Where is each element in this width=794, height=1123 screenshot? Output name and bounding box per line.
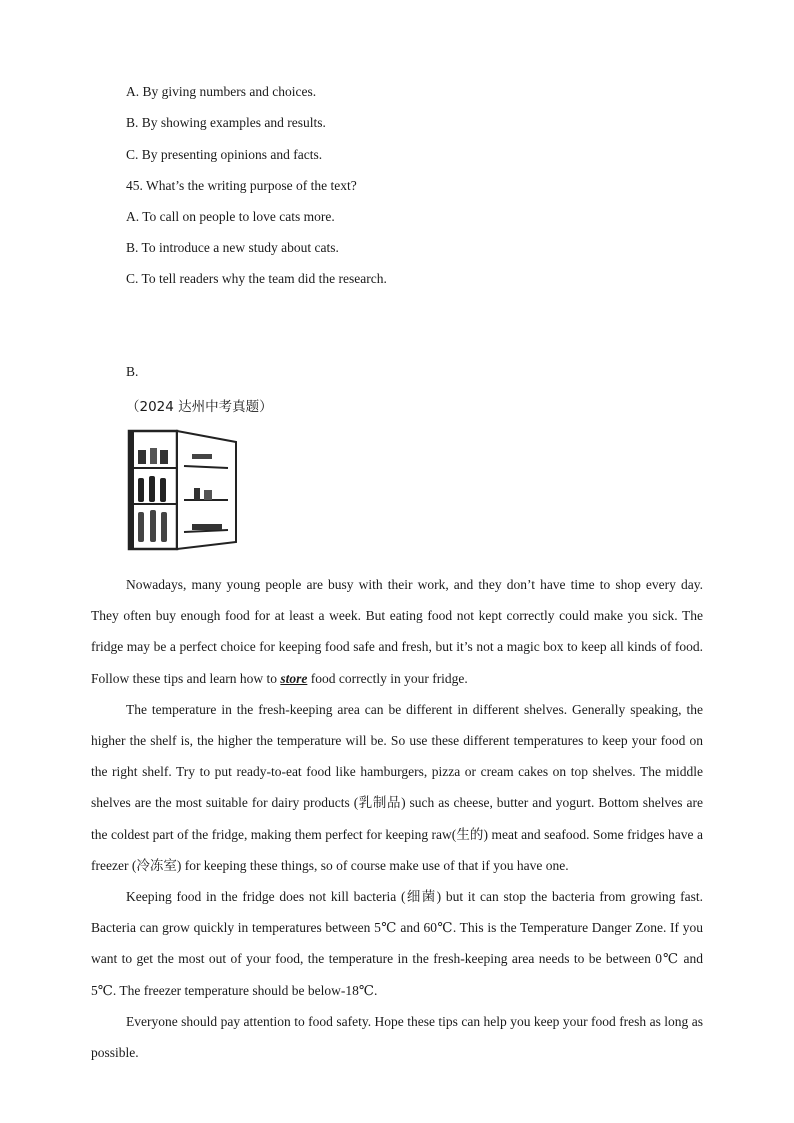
q44-option-c: C. By presenting opinions and facts.	[126, 147, 323, 162]
q45-question: 45. What’s the writing purpose of the text?	[126, 178, 357, 193]
section-label: B.	[126, 364, 139, 379]
article-text	[91, 569, 703, 1068]
paragraph-2: The temperature in the fresh-keeping area can be different in different shelves. Generally speaking, the higher the shelf is, the higher the temperature will be. So use these different temperatures to keep your food on the right shelf. Try to put ready-to-eat food like hamburgers, pizza or cream cakes on top shelves. The middle shelves are the most suitable for dairy products (乳制品) such as cheese, butter and yogurt. Bottom shelves are the coldest part of the fridge, making them perfect for keeping raw(生的) meat and seafood. Some fridges have a freezer (冷冻室) for keeping these things, so of course make use of that if you have one.	[91, 701, 703, 873]
source-note: （2024 达州中考真题）	[126, 399, 273, 415]
paragraph-3: Keeping food in the fridge does not kill bacteria (细菌) but it can stop the bacteria from growing fast. Bacteria can grow quickly in temperatures between 5℃ and 60℃. This is the Temperature Danger Zone. If you want to get the most out of your food, the temperature in the fresh-keeping area needs to be between 0℃ and 5℃. The freezer temperature should be below-18℃.	[91, 889, 703, 998]
q44-option-a: A. By giving numbers and choices.	[126, 84, 317, 99]
q44-option-b: B. By showing examples and results.	[126, 115, 326, 130]
fridge-illustration	[126, 428, 238, 552]
q45-option-b: B. To introduce a new study about cats.	[126, 240, 339, 255]
paragraph-1: Nowadays, many young people are busy with their work, and they don’t have time to shop every day. They often buy enough food for at least a week. But eating food not kept correctly could make you sick. The fridge may be a perfect choice for keeping food safe and fresh, but it’s not a magic box to keep all kinds of food. Follow these tips and learn how to store food correctly in your fridge.	[91, 577, 703, 686]
q45-option-c: C. To tell readers why the team did the research.	[126, 271, 387, 286]
keyword-store: store	[280, 670, 308, 686]
q45-option-a: A. To call on people to love cats more.	[126, 209, 335, 224]
paragraph-4: Everyone should pay attention to food safety. Hope these tips can help you keep your food fresh as long as possible.	[91, 1013, 703, 1061]
